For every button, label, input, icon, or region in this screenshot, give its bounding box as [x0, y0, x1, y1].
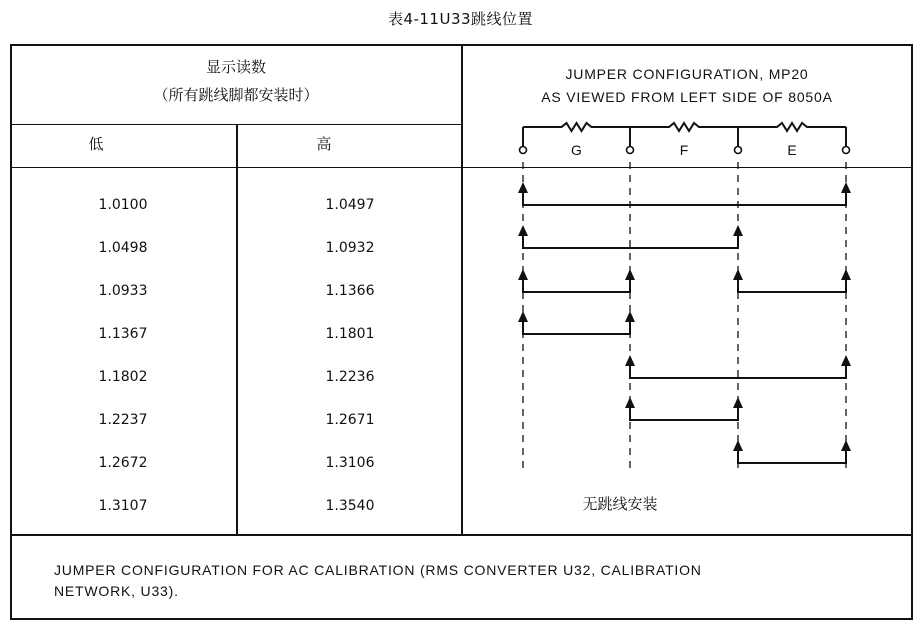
resistor-label: F: [679, 142, 689, 158]
table-caption: 表4-11U33跳线位置: [387, 10, 534, 28]
column-header-low: 低: [88, 135, 104, 153]
low-value: 1.0933: [98, 283, 148, 299]
diagram-title-line1: JUMPER CONFIGURATION, MP20: [565, 66, 809, 82]
diagram-title-line2: AS VIEWED FROM LEFT SIDE OF 8050A: [541, 89, 833, 105]
high-value: 1.2671: [325, 412, 375, 428]
no-jumper-label: 无跳线安装: [582, 496, 658, 513]
divider-header-sub: [10, 124, 462, 125]
low-value: 1.1367: [98, 326, 148, 342]
divider-low-high: [236, 124, 238, 535]
high-value: 1.0497: [325, 197, 375, 213]
header-all-jumpers-installed: （所有跳线脚都安装时）: [153, 86, 319, 104]
low-value: 1.0498: [98, 240, 148, 256]
divider-left-right: [461, 44, 463, 535]
column-header-high: 高: [316, 135, 332, 153]
low-value: 1.1802: [98, 369, 148, 385]
resistor-label: G: [571, 142, 582, 158]
high-value: 1.1366: [325, 283, 375, 299]
low-value: 1.3107: [98, 498, 148, 514]
resistor-label: E: [787, 142, 797, 158]
low-value: 1.2237: [98, 412, 148, 428]
high-value: 1.3106: [325, 455, 375, 471]
low-value: 1.0100: [98, 197, 148, 213]
divider-header-body: [10, 167, 913, 168]
high-value: 1.3540: [325, 498, 375, 514]
low-value: 1.2672: [98, 455, 148, 471]
high-value: 1.1801: [325, 326, 375, 342]
high-value: 1.0932: [325, 240, 375, 256]
header-display-reading: 显示读数: [205, 58, 266, 76]
footer-note: JUMPER CONFIGURATION FOR AC CALIBRATION (RMS CONVERTER U32, CALIBRATION NETWORK, U33).: [54, 562, 702, 599]
divider-body-footer: [10, 534, 913, 536]
high-value: 1.2236: [325, 369, 375, 385]
